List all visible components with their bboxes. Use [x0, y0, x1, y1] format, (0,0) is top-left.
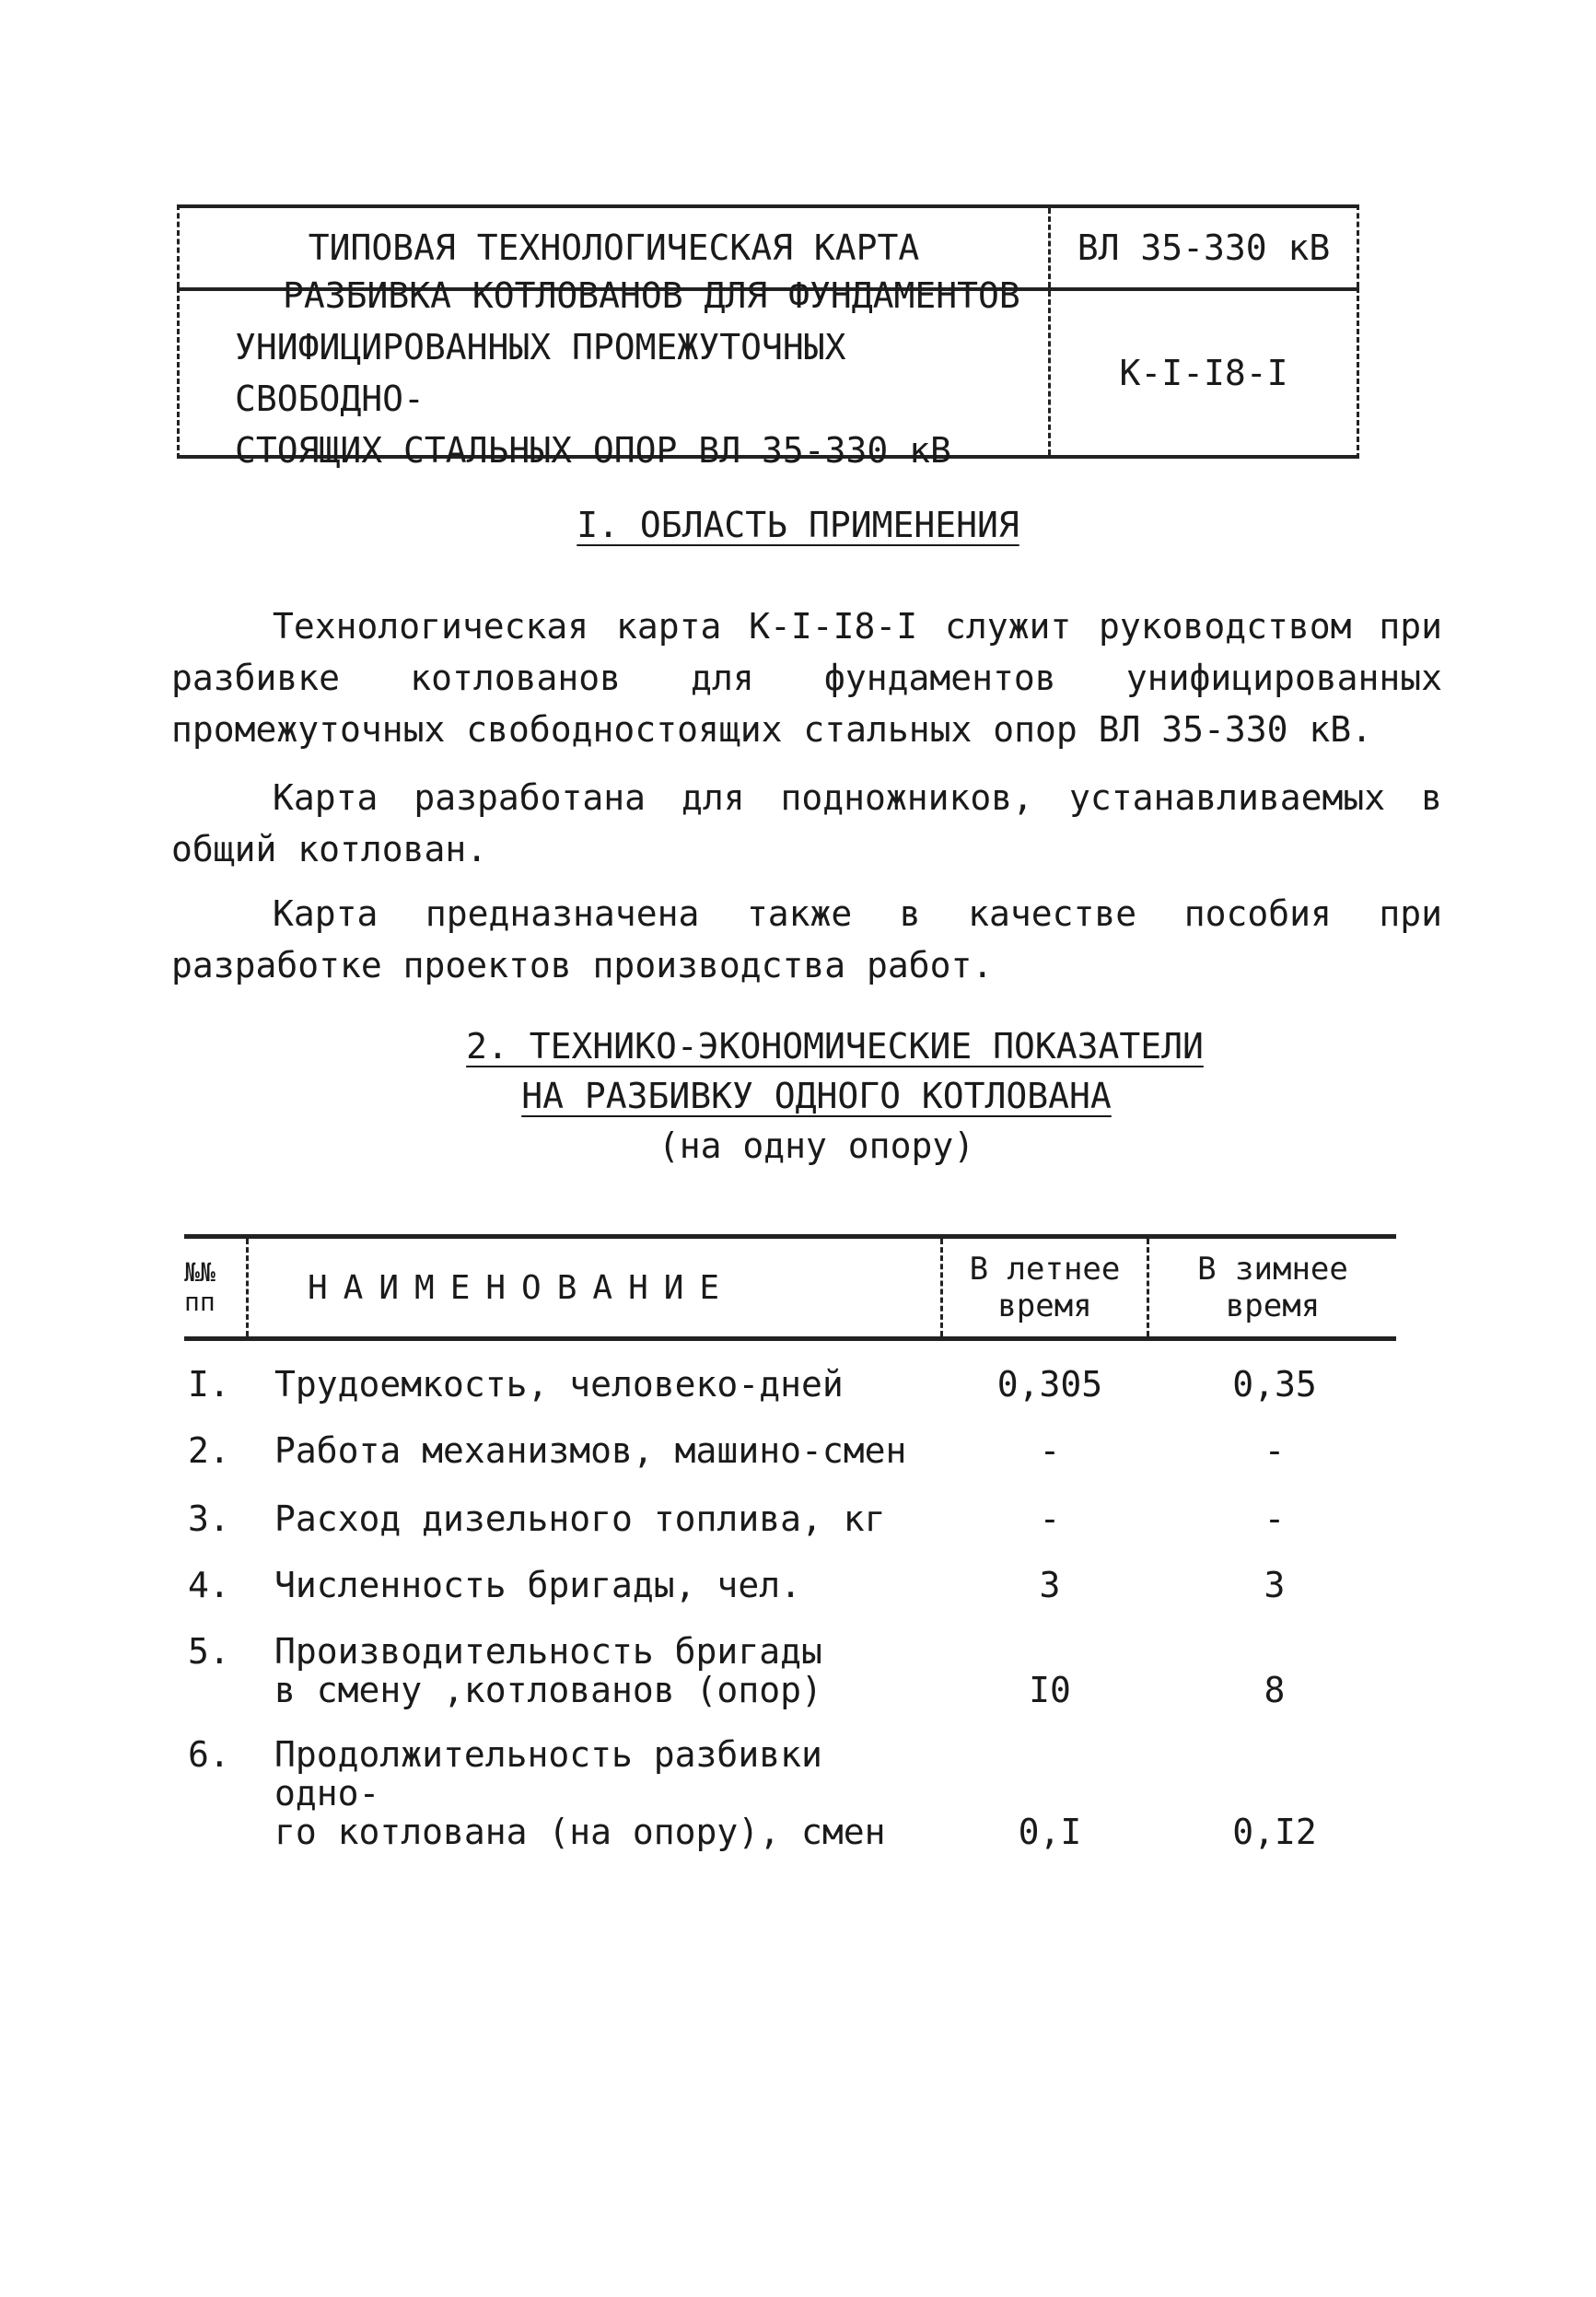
row-number: 3. [188, 1498, 230, 1539]
row-summer-value: - [1039, 1498, 1061, 1539]
row-number: 4. [188, 1565, 230, 1605]
subject-line-1: РАЗБИВКА КОТЛОВАНОВ ДЛЯ ФУНДАМЕНТОВ [283, 275, 1020, 316]
row-summer-value: 0,I [1018, 1812, 1082, 1852]
header-name [249, 1239, 943, 1336]
subject-line-2: УНИФИЦИРОВАННЫХ ПРОМЕЖУТОЧНЫХ СВОБОДНО- [235, 327, 846, 419]
series-label: ВЛ 35-330 кВ [1077, 227, 1331, 268]
table-row [184, 1632, 1396, 1709]
row-summer-value: 3 [1039, 1565, 1061, 1605]
subject-line-3: СТОЯЩИХ СТАЛЬНЫХ ОПОР ВЛ 35-330 кВ [235, 430, 951, 471]
header-number [184, 1239, 249, 1336]
header-winter [1149, 1239, 1396, 1336]
paragraph-3 [171, 888, 1442, 991]
header-summer [943, 1239, 1149, 1336]
subject-text [180, 270, 1048, 476]
row-winter-value: 0,I2 [1232, 1812, 1317, 1852]
section-2-subtitle-text: (на одну опору) [658, 1125, 975, 1166]
row-name [274, 1365, 947, 1404]
row-name-line-1: Производительность бригады [274, 1631, 822, 1672]
indicators-table [184, 1234, 1396, 1852]
row-number: I. [188, 1364, 230, 1405]
paragraph-1 [171, 600, 1442, 755]
row-winter-value: - [1264, 1430, 1286, 1471]
header-number-line-2: пп [184, 1287, 216, 1317]
table-row [184, 1566, 1396, 1604]
row-summer-value: - [1039, 1430, 1061, 1471]
section-2-title-text-1: 2. ТЕХНИКО-ЭКОНОМИЧЕСКИЕ ПОКАЗАТЕЛИ [466, 1026, 1204, 1067]
paragraph-2-text: Карта разработана для подножников, устанавливаемых в общий котлован. [171, 777, 1442, 869]
section-1-title [0, 505, 1596, 545]
row-name [274, 1431, 947, 1470]
paragraph-1-text: Технологическая карта К-I-I8-I служит руководством при разбивке котлованов для фундаментов унифицированных промежуточных свободностоящих стальных опор ВЛ 35-330 кВ. [171, 606, 1442, 750]
row-name [274, 1566, 947, 1604]
header-number-line-1: №№ [184, 1257, 216, 1288]
series-cell [1051, 208, 1357, 287]
title-block [177, 204, 1359, 471]
row-winter-value: 8 [1264, 1670, 1286, 1710]
row-winter-value: - [1264, 1498, 1286, 1539]
table-row [184, 1735, 1396, 1851]
row-winter-value: 0,35 [1232, 1364, 1317, 1405]
code-cell [1051, 291, 1357, 455]
section-2-title-text-2: НА РАЗБИВКУ ОДНОГО КОТЛОВАНА [521, 1076, 1112, 1116]
row-name-line-1: Численность бригады, чел. [274, 1565, 801, 1605]
row-winter-value: 3 [1264, 1565, 1286, 1605]
document-type-title: ТИПОВАЯ ТЕХНОЛОГИЧЕСКАЯ КАРТА [308, 227, 920, 268]
header-name-text: НАИМЕНОВАНИЕ [308, 1268, 736, 1307]
card-code: К-I-I8-I [1119, 353, 1288, 393]
header-summer-line-1: В летнее [969, 1251, 1121, 1288]
row-name-line-1: Продолжительность разбивки одно- [274, 1734, 822, 1813]
row-number: 2. [188, 1430, 230, 1471]
row-name-line-1: Расход дизельного топлива, кг [274, 1498, 886, 1539]
table-row [184, 1499, 1396, 1538]
header-summer-line-2: время [997, 1288, 1092, 1324]
row-summer-value: I0 [1029, 1670, 1071, 1710]
header-winter-line-1: В зимнее [1197, 1251, 1348, 1288]
section-1-title-text: I. ОБЛАСТЬ ПРИМЕНЕНИЯ [577, 505, 1019, 545]
section-2-title-line-1 [0, 1026, 1596, 1067]
row-name-line-1: Работа механизмов, машино-смен [274, 1430, 907, 1471]
paragraph-3-text: Карта предназначена также в качестве пособия при разработке проектов производства работ. [171, 893, 1442, 985]
section-2-title-line-2 [0, 1076, 1596, 1116]
table-row [184, 1431, 1396, 1470]
row-name-line-2: в смену ,котлованов (опор) [274, 1670, 822, 1710]
row-name [274, 1499, 947, 1538]
row-number: 5. [188, 1631, 230, 1672]
row-summer-value: 0,305 [996, 1364, 1103, 1405]
subject-cell [180, 275, 1051, 471]
paragraph-2 [171, 772, 1442, 875]
title-block-row-2 [177, 275, 1359, 471]
row-name-line-1: Трудоемкость, человеко-дней [274, 1364, 844, 1405]
section-2-subtitle [0, 1125, 1596, 1166]
table-row [184, 1365, 1396, 1404]
table-header [184, 1234, 1396, 1341]
header-winter-line-2: время [1225, 1288, 1321, 1324]
row-number: 6. [188, 1734, 230, 1775]
row-name [274, 1735, 947, 1851]
row-name [274, 1632, 947, 1709]
row-name-line-2: го котлована (на опору), смен [274, 1812, 886, 1852]
